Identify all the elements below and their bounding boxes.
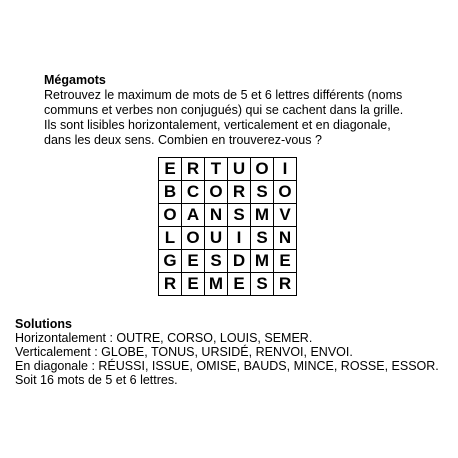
solution-line-horizontal: Horizontalement : OUTRE, CORSO, LOUIS, SEMER.	[15, 331, 313, 345]
solution-line-total: Soit 16 mots de 5 et 6 lettres.	[15, 373, 178, 387]
puzzle-instructions	[44, 88, 444, 148]
grid-cell: O	[274, 181, 297, 204]
grid-cell: T	[205, 158, 228, 181]
grid-cell: V	[274, 204, 297, 227]
grid-cell: L	[159, 227, 182, 250]
puzzle-header	[44, 73, 444, 148]
solutions-section	[15, 317, 450, 387]
grid-cell: S	[251, 227, 274, 250]
grid-cell: O	[159, 204, 182, 227]
grid-cell: E	[159, 158, 182, 181]
grid-cell: B	[159, 181, 182, 204]
grid-cell: G	[159, 250, 182, 273]
instruction-line: Ils sont lisibles horizontalement, verticalement et en diagonale,	[44, 118, 391, 132]
grid-cell: U	[228, 158, 251, 181]
grid-cell: A	[182, 204, 205, 227]
grid-cell: E	[182, 273, 205, 296]
grid-cell: R	[274, 273, 297, 296]
grid-cell: O	[251, 158, 274, 181]
grid-cell: S	[251, 181, 274, 204]
instruction-line: communs et verbes non conjugués) qui se cachent dans la grille.	[44, 103, 404, 117]
grid-cell: E	[182, 250, 205, 273]
grid-cell: E	[228, 273, 251, 296]
grid-cell: S	[205, 250, 228, 273]
grid-cell: S	[251, 273, 274, 296]
grid-cell: S	[228, 204, 251, 227]
grid-cell: N	[205, 204, 228, 227]
solutions-title: Solutions	[15, 317, 72, 331]
grid-cell: N	[274, 227, 297, 250]
instruction-line: Retrouvez le maximum de mots de 5 et 6 lettres différents (noms	[44, 88, 403, 102]
grid-cell: M	[251, 204, 274, 227]
solution-line-diagonal: En diagonale : RÉUSSI, ISSUE, OMISE, BAUDS, MINCE, ROSSE, ESSOR.	[15, 359, 439, 373]
puzzle-title: Mégamots	[44, 73, 106, 87]
grid-cell: R	[159, 273, 182, 296]
grid-cell: M	[251, 250, 274, 273]
grid-cell: R	[182, 158, 205, 181]
grid-cell: E	[274, 250, 297, 273]
grid-cell: O	[205, 181, 228, 204]
grid-cell: R	[228, 181, 251, 204]
instruction-line: dans les deux sens. Combien en trouverez-vous ?	[44, 133, 322, 147]
grid-cell: D	[228, 250, 251, 273]
grid-cell: M	[205, 273, 228, 296]
grid-cell: I	[228, 227, 251, 250]
solution-line-vertical: Verticalement : GLOBE, TONUS, URSIDÉ, RENVOI, ENVOI.	[15, 345, 353, 359]
grid-cell: C	[182, 181, 205, 204]
grid-cell: O	[182, 227, 205, 250]
letter-grid	[158, 157, 297, 296]
grid-cell: I	[274, 158, 297, 181]
grid-cell: U	[205, 227, 228, 250]
